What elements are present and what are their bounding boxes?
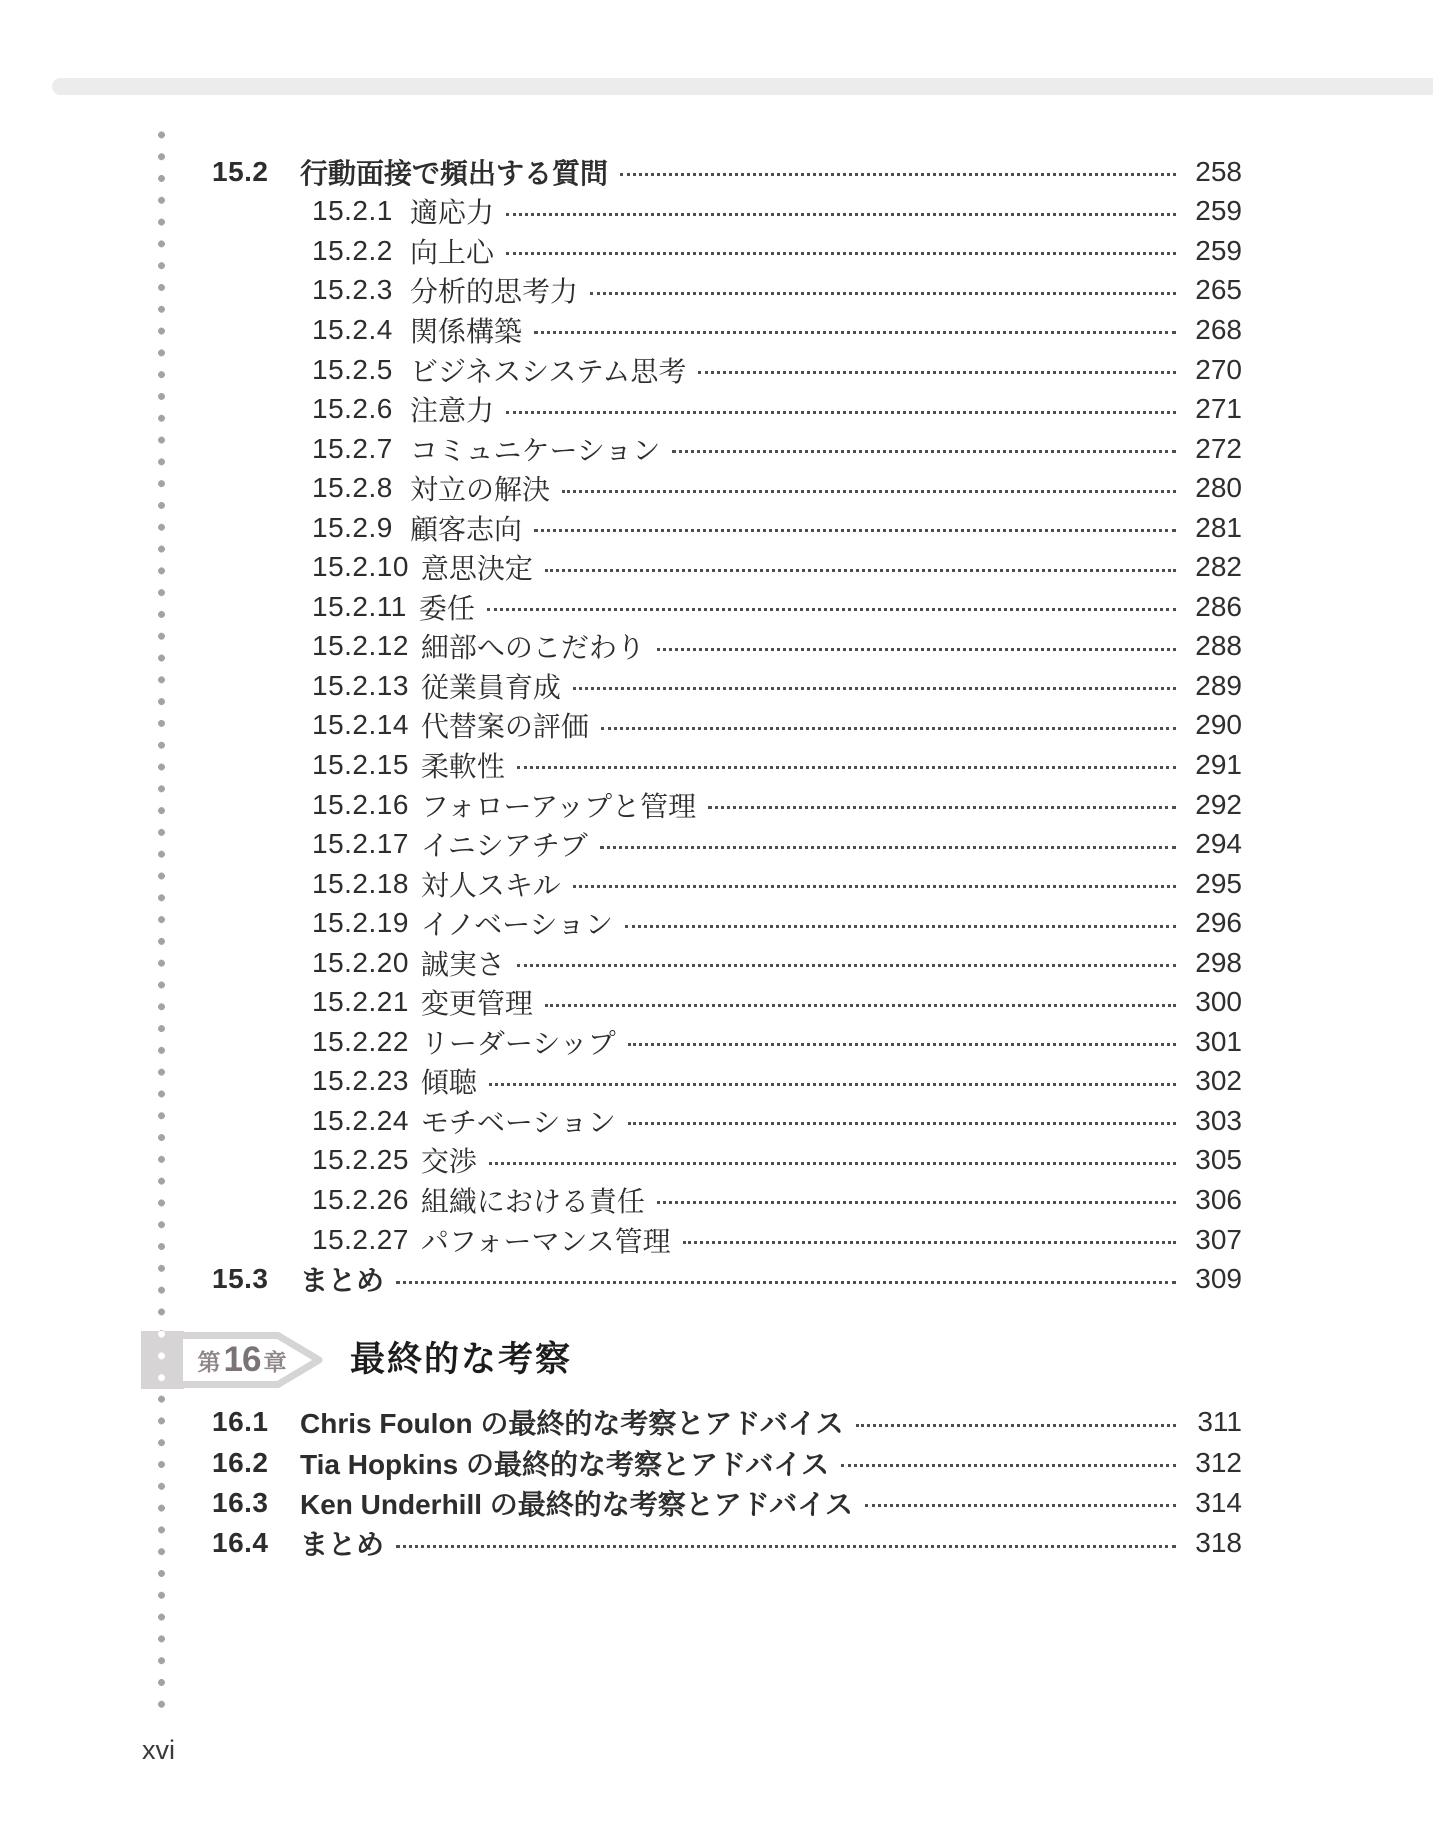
toc-row (212, 1101, 1242, 1141)
toc-row-page: 268 (1195, 313, 1242, 345)
toc-row-page: 298 (1195, 946, 1242, 978)
leader-dots (590, 292, 1176, 295)
toc-row-number: 15.2.1 (312, 195, 393, 227)
toc-row (212, 982, 1242, 1022)
leader-dots (506, 213, 1176, 216)
toc-row (212, 310, 1242, 350)
chapter-badge-number: 16 (223, 1340, 261, 1379)
toc-row (212, 1062, 1242, 1102)
toc-row-number: 15.2.19 (312, 907, 409, 939)
toc-row-title: 誠実さ (420, 948, 505, 980)
leader-dots (865, 1504, 1176, 1507)
toc-row-page: 311 (1197, 1406, 1242, 1438)
toc-row-number: 15.2.4 (312, 313, 393, 345)
toc-row-number: 15.2.25 (312, 1144, 409, 1176)
leader-dots (396, 1545, 1176, 1548)
toc-row-title: 対人スキル (420, 869, 561, 901)
toc-row-page: 296 (1195, 907, 1242, 939)
chapter-badge-block (141, 1331, 184, 1389)
toc-row-title: 適応力 (410, 197, 495, 229)
toc-row (212, 1523, 1242, 1563)
toc-row-number: 16.2 (212, 1446, 269, 1478)
toc-row (212, 429, 1242, 469)
toc-row-page: 259 (1195, 195, 1242, 227)
leader-dots (620, 173, 1176, 176)
toc-row-number: 15.2.8 (312, 472, 393, 504)
toc-row-title: リーダーシップ (420, 1027, 616, 1059)
leader-dots (672, 450, 1176, 453)
toc-list-section15 (212, 152, 1242, 1299)
toc-row-page: 314 (1195, 1486, 1242, 1518)
leader-dots (562, 490, 1176, 493)
leader-dots (573, 687, 1176, 690)
toc-row-title: 委任 (418, 592, 475, 624)
toc-row-number: 15.3 (212, 1263, 269, 1295)
toc-row-title: 意思決定 (420, 553, 533, 585)
leader-dots (628, 1043, 1176, 1046)
leader-dots (657, 648, 1176, 651)
toc-row-title: 行動面接で頻出する質問 (300, 157, 609, 189)
toc-row-number: 15.2.13 (312, 669, 409, 701)
toc-row (212, 1180, 1242, 1220)
toc-row-page: 312 (1195, 1446, 1242, 1478)
toc-row-number: 15.2.16 (312, 788, 409, 820)
toc-row (212, 864, 1242, 904)
leader-dots (534, 529, 1176, 532)
toc-list-chapter16 (212, 1402, 1242, 1564)
toc-row-page: 265 (1195, 274, 1242, 306)
leader-dots (841, 1464, 1176, 1467)
toc-row (212, 389, 1242, 429)
toc-row-title: イニシアチブ (420, 830, 588, 862)
toc-row-title: Chris Foulon の最終的な考察とアドバイス (300, 1408, 844, 1440)
leader-dots (628, 1122, 1176, 1125)
toc-row-title: 従業員育成 (420, 671, 561, 703)
toc-row-page: 259 (1195, 234, 1242, 266)
leader-dots (657, 1201, 1176, 1204)
toc-row-page: 300 (1195, 986, 1242, 1018)
toc-row-title: まとめ (300, 1529, 385, 1561)
toc-row (212, 231, 1242, 271)
toc-row-page: 305 (1195, 1144, 1242, 1176)
toc-row-title: 細部へのこだわり (420, 632, 645, 664)
toc-row (212, 1442, 1242, 1482)
toc-row-page: 294 (1195, 828, 1242, 860)
toc-row-number: 15.2.6 (312, 393, 393, 425)
toc-row (212, 903, 1242, 943)
toc-row (212, 468, 1242, 508)
leader-dots (517, 766, 1176, 769)
leader-dots (601, 727, 1176, 730)
toc-row-title: 柔軟性 (420, 750, 505, 782)
toc-row-page: 282 (1195, 551, 1242, 583)
toc-row-number: 15.2.21 (312, 986, 409, 1018)
leader-dots (506, 252, 1176, 255)
toc-row (212, 547, 1242, 587)
toc-row-number: 15.2.20 (312, 946, 409, 978)
toc-row-page: 318 (1195, 1527, 1242, 1559)
leader-dots (545, 1004, 1176, 1007)
toc-row-title: 組織における責任 (420, 1186, 645, 1217)
toc-row (212, 1259, 1242, 1299)
toc-row-number: 15.2.23 (312, 1065, 409, 1097)
toc-row-page: 303 (1195, 1104, 1242, 1136)
toc-row-page: 286 (1195, 590, 1242, 622)
toc-row (212, 706, 1242, 746)
toc-row-page: 289 (1195, 669, 1242, 701)
toc-row-number: 15.2.15 (312, 748, 409, 780)
leader-dots (545, 569, 1176, 572)
leader-dots (600, 846, 1176, 849)
toc-row (212, 508, 1242, 548)
leader-dots (489, 1083, 1176, 1086)
toc-row-title: フォローアップと管理 (420, 790, 697, 822)
leader-dots (856, 1424, 1176, 1427)
toc-row-number: 15.2.12 (312, 630, 409, 662)
toc-row-title: パフォーマンス管理 (420, 1225, 671, 1257)
toc-row (212, 627, 1242, 667)
toc-row (212, 1141, 1242, 1181)
toc-row (212, 824, 1242, 864)
toc-row-page: 281 (1195, 511, 1242, 543)
toc-row-number: 15.2.10 (312, 551, 409, 583)
toc-row-title: モチベーション (420, 1106, 616, 1138)
leader-dots (487, 608, 1176, 611)
toc-row-number: 15.2.27 (312, 1223, 409, 1255)
toc-row-page: 290 (1195, 709, 1242, 741)
toc-row-title: 注意力 (410, 395, 495, 427)
toc-row-page: 271 (1195, 393, 1242, 425)
toc-row-number: 15.2 (212, 155, 269, 187)
toc-row-number: 15.2.14 (312, 709, 409, 741)
toc-row-number: 15.2.22 (312, 1025, 409, 1057)
toc-row-title: 交渉 (420, 1146, 477, 1178)
leader-dots (534, 331, 1176, 334)
toc-row (212, 1220, 1242, 1260)
toc-row-number: 15.2.26 (312, 1183, 409, 1215)
toc-row-number: 15.2.17 (312, 828, 409, 860)
leader-dots (708, 806, 1176, 809)
leader-dots (489, 1162, 1176, 1165)
toc-row-title: 顧客志向 (410, 513, 523, 545)
toc-row-page: 280 (1195, 472, 1242, 504)
toc-row-number: 15.2.2 (312, 234, 393, 266)
toc-row (212, 587, 1242, 627)
toc-row-page: 295 (1195, 867, 1242, 899)
toc-row (212, 1483, 1242, 1523)
toc-row-title: イノベーション (420, 909, 614, 941)
toc-row (212, 152, 1242, 192)
toc-row-title: 変更管理 (420, 988, 533, 1020)
toc-row (212, 943, 1242, 983)
toc-row-title: Ken Underhill の最終的な考察とアドバイス (300, 1488, 853, 1520)
leader-dots (573, 885, 1176, 888)
chapter-badge-suffix: 章 (263, 1348, 287, 1375)
toc-row (212, 1402, 1242, 1442)
toc-row-title: 傾聴 (420, 1067, 477, 1099)
chapter-badge-prefix: 第 (197, 1348, 221, 1375)
toc-row-title: 対立の解決 (410, 474, 551, 506)
toc-row-title: 向上心 (410, 236, 495, 268)
toc-row (212, 745, 1242, 785)
toc-row-number: 15.2.9 (312, 511, 393, 543)
toc-row-page: 258 (1195, 155, 1242, 187)
leader-dots (698, 371, 1176, 374)
toc-row-page: 291 (1195, 748, 1242, 780)
leader-dots (625, 925, 1176, 928)
leader-dots (683, 1241, 1176, 1244)
toc-row-number: 15.2.7 (312, 432, 393, 464)
toc-row-number: 15.2.5 (312, 353, 393, 385)
toc-row (212, 1022, 1242, 1062)
toc-row-page: 301 (1195, 1025, 1242, 1057)
toc-row-page: 307 (1195, 1223, 1242, 1255)
toc-row-title: 分析的思考力 (410, 276, 579, 308)
toc-row (212, 192, 1242, 232)
toc-row-number: 15.2.18 (312, 867, 409, 899)
toc-row-title: まとめ (300, 1265, 385, 1297)
toc-row-number: 16.3 (212, 1486, 269, 1518)
toc-row-number: 15.2.24 (312, 1104, 409, 1136)
left-dotted-line (158, 124, 165, 1710)
leader-dots (506, 411, 1176, 414)
toc-row-title: 関係構築 (410, 315, 523, 347)
toc-row-title: Tia Hopkins の最終的な考察とアドバイス (300, 1448, 830, 1480)
toc-row-number: 16.4 (212, 1527, 269, 1559)
footer-page-number: xvi (142, 1735, 175, 1765)
chapter-title: 最終的な考察 (350, 1340, 573, 1379)
toc-row (212, 785, 1242, 825)
toc-row (212, 350, 1242, 390)
leader-dots (396, 1281, 1176, 1284)
toc-row-number: 15.2.3 (312, 274, 393, 306)
toc-row-page: 309 (1195, 1263, 1242, 1295)
toc-row (212, 271, 1242, 311)
top-decorative-bar (52, 78, 1433, 95)
toc-row-page: 302 (1195, 1065, 1242, 1097)
leader-dots (517, 964, 1176, 967)
toc-row-title: コミュニケーション (410, 434, 661, 466)
toc-row (212, 666, 1242, 706)
toc-row-page: 272 (1195, 432, 1242, 464)
toc-row-page: 270 (1195, 353, 1242, 385)
toc-row-title: ビジネスシステム思考 (410, 355, 687, 387)
toc-row-number: 16.1 (212, 1406, 269, 1438)
chapter-badge (183, 1332, 301, 1388)
toc-row-page: 306 (1195, 1183, 1242, 1215)
toc-row-number: 15.2.11 (312, 590, 407, 622)
toc-row-page: 292 (1195, 788, 1242, 820)
toc-row-page: 288 (1195, 630, 1242, 662)
toc-row-title: 代替案の評価 (420, 711, 589, 743)
